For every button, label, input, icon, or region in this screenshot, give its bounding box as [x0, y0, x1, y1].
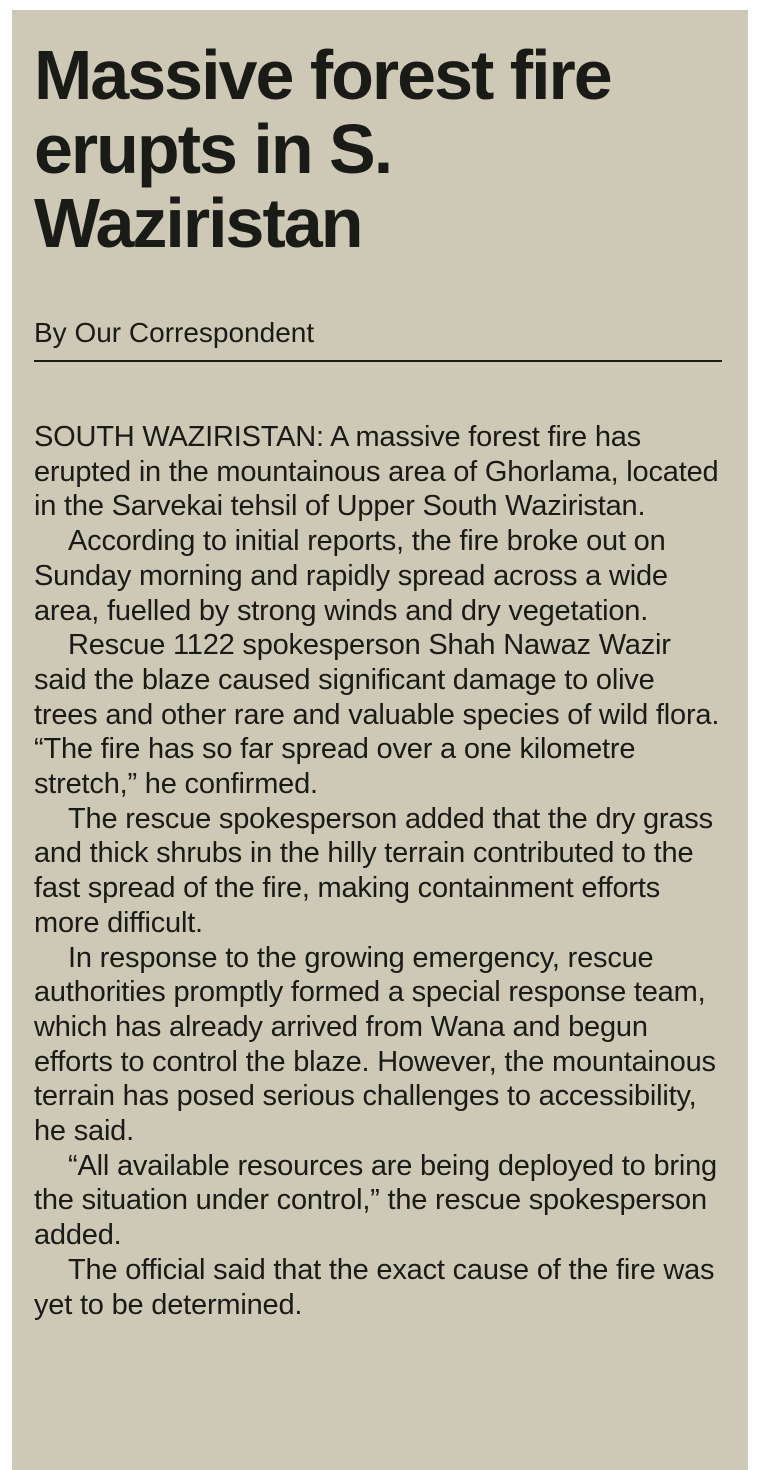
paragraph-3: Rescue 1122 spokesperson Shah Nawaz Wazir said the blaze caused significant damage to olive trees and other rare and valuable species of wild flora. “The fire has so far spread over a one kilometre stretch,” he confirmed.: [34, 629, 720, 801]
paragraph-1: SOUTH WAZIRISTAN: A massive forest fire has erupted in the mountainous area of Ghorlama, located in the Sarvekai tehsil of Upper South Waziristan.: [34, 421, 719, 523]
headline: Massive forest fire erupts in S. Waziristan: [34, 36, 611, 262]
paragraph-5: In response to the growing emergency, rescue authorities promptly formed a special response team, which has already arrived from Wana and begun efforts to control the blaze. However, the mountainous terrain has posed serious challenges to accessibility, he said.: [34, 941, 716, 1148]
paragraph-7: The official said that the exact cause of the fire was yet to be determined.: [34, 1253, 715, 1321]
paragraph-4: The rescue spokesperson added that the dry grass and thick shrubs in the hilly terrain contributed to the fast spread of the fire, making containment efforts more difficult.: [34, 802, 713, 939]
paragraph-6: “All available resources are being deployed to bring the situation under control,” the rescue spokesperson added.: [34, 1149, 717, 1252]
article-body: [34, 420, 722, 1322]
byline: By Our Correspondent: [34, 316, 722, 362]
paragraph-2: According to initial reports, the fire broke out on Sunday morning and rapidly spread across a wide area, fuelled by strong winds and dry vegetation.: [34, 525, 668, 627]
news-clipping: [12, 10, 748, 1470]
